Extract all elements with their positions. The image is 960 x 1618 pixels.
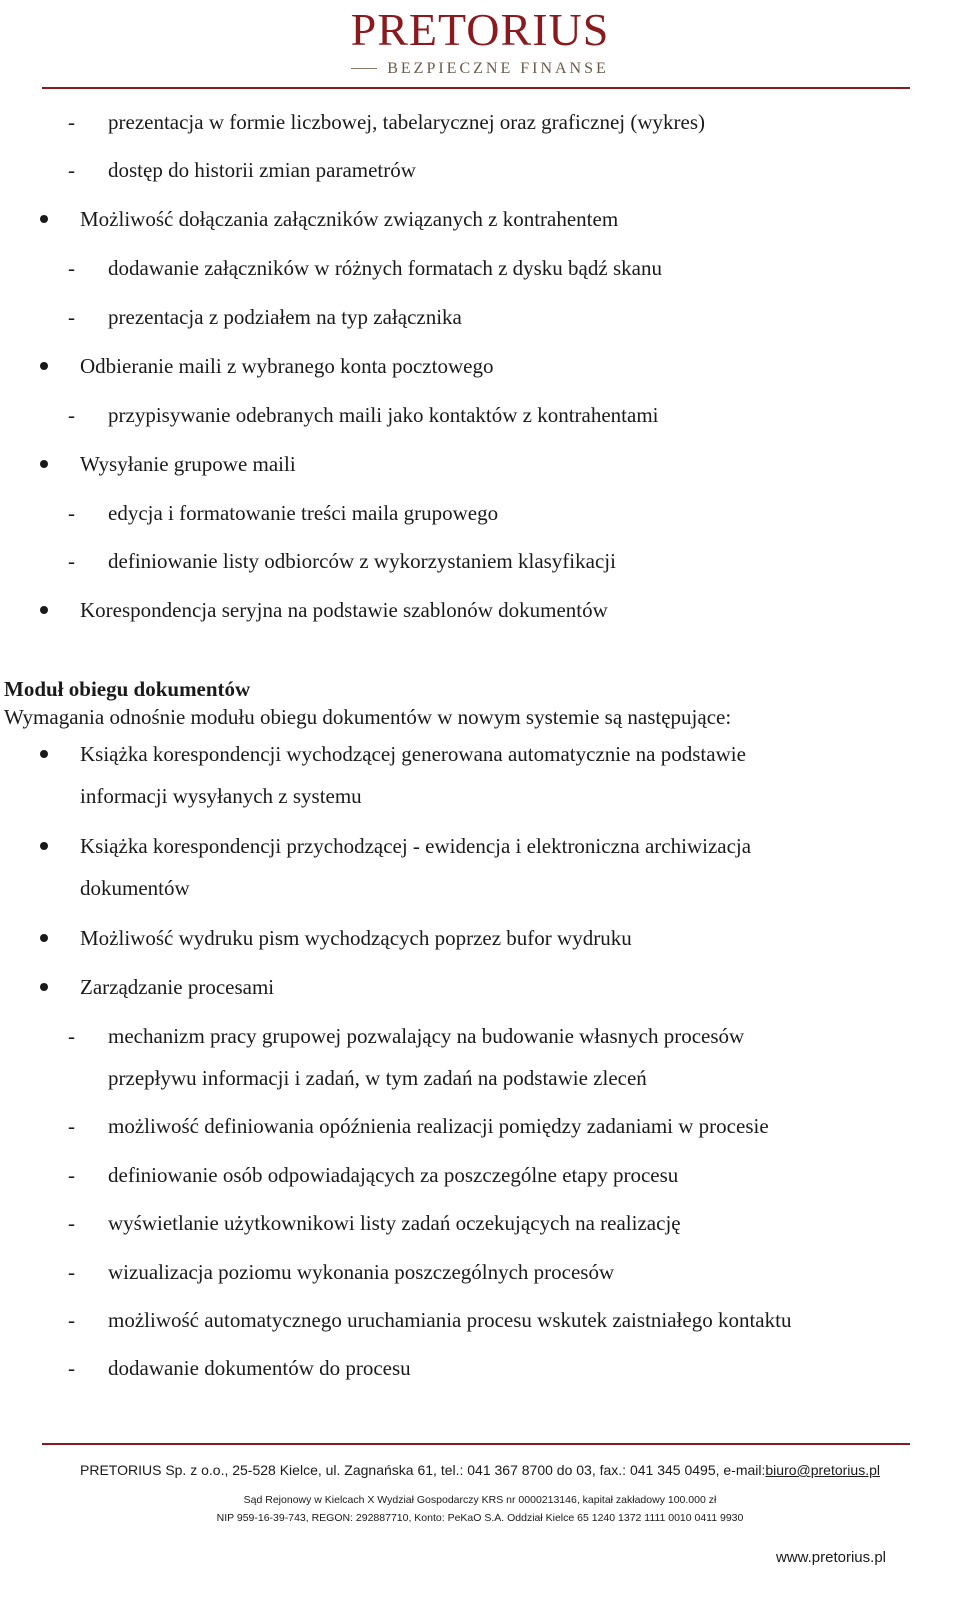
dash-marker: - xyxy=(68,1356,75,1380)
list-item-text: Wysyłanie grupowe maili xyxy=(80,452,296,476)
dash-marker: - xyxy=(68,158,75,182)
bullet-icon xyxy=(40,606,48,614)
list-item-text: Korespondencja seryjna na podstawie szablonów dokumentów xyxy=(80,598,608,622)
bullet-icon xyxy=(40,983,48,991)
section-intro: Wymagania odnośnie modułu obiegu dokumentów w nowym systemie są następujące: xyxy=(4,705,732,729)
section-heading: Moduł obiegu dokumentów xyxy=(4,677,251,701)
bullet-icon xyxy=(40,934,48,942)
list-item-text: wyświetlanie użytkownikowi listy zadań oczekujących na realizację xyxy=(108,1211,681,1235)
list-item-text: Możliwość dołączania załączników związanych z kontrahentem xyxy=(80,207,619,231)
list-item-text: definiowanie osób odpowiadających za poszczególne etapy procesu xyxy=(108,1163,679,1187)
list-item-text: Odbieranie maili z wybranego konta pocztowego xyxy=(80,354,494,378)
dash-marker: - xyxy=(68,1211,75,1235)
dash-marker: - xyxy=(68,1024,75,1048)
list-item-text: Zarządzanie procesami xyxy=(80,975,275,999)
bullet-icon xyxy=(40,460,48,468)
list-item-text: informacji wysyłanych z systemu xyxy=(80,784,362,808)
dash-marker: - xyxy=(68,256,75,280)
list-item-text: dodawanie załączników w różnych formatach z dysku bądź skanu xyxy=(108,256,662,280)
footer-divider xyxy=(42,1443,910,1445)
bullet-icon xyxy=(40,842,48,850)
list-item-text: przepływu informacji i zadań, w tym zadań na podstawie zleceń xyxy=(108,1066,647,1090)
bullet-icon xyxy=(40,215,48,223)
logo-rule-left xyxy=(351,68,377,69)
list-item-text: prezentacja z podziałem na typ załącznika xyxy=(108,305,462,329)
logo-subtitle xyxy=(351,59,609,79)
dash-marker: - xyxy=(68,403,75,427)
list-item-text: wizualizacja poziomu wykonania poszczególnych procesów xyxy=(108,1260,615,1284)
header-divider xyxy=(42,87,910,89)
footer-website-link[interactable]: www.pretorius.pl xyxy=(775,1549,886,1566)
footer-company-line xyxy=(0,1462,960,1478)
dash-marker: - xyxy=(68,1308,75,1332)
list-item-text: dodawanie dokumentów do procesu xyxy=(108,1356,411,1380)
list-item-text: dostęp do historii zmian parametrów xyxy=(108,158,416,182)
list-item-text: przypisywanie odebranych maili jako kontaktów z kontrahentami xyxy=(108,403,659,427)
list-item-text: definiowanie listy odbiorców z wykorzystaniem klasyfikacji xyxy=(108,549,616,573)
bullet-icon xyxy=(40,362,48,370)
dash-marker: - xyxy=(68,1163,75,1187)
dash-marker: - xyxy=(68,1114,75,1138)
list-item-text: Książka korespondencji wychodzącej generowana automatycznie na podstawie xyxy=(80,742,746,766)
footer-company-text: PRETORIUS Sp. z o.o., 25-528 Kielce, ul. Zagnańska 61, tel.: 041 367 8700 do 03, fax.: 041 345 0495, e-mail: xyxy=(80,1462,766,1478)
dash-marker: - xyxy=(68,1260,75,1284)
footer-email-link[interactable]: biuro@pretorius.pl xyxy=(765,1462,880,1478)
dash-marker: - xyxy=(68,305,75,329)
footer-bank-line: NIP 959-16-39-743, REGON: 292887710, Konto: PeKaO S.A. Oddział Kielce 65 1240 1372 1111 0010 0411 9930 xyxy=(216,1512,744,1524)
list-item-text: edycja i formatowanie treści maila grupowego xyxy=(108,501,499,525)
list-item-text: Książka korespondencji przychodzącej - ewidencja i elektroniczna archiwizacja xyxy=(80,834,752,858)
list-item-text: dokumentów xyxy=(80,876,190,900)
logo-title: PRETORIUS xyxy=(350,4,610,55)
dash-marker: - xyxy=(68,501,75,525)
list-item-text: mechanizm pracy grupowej pozwalający na budowanie własnych procesów xyxy=(108,1024,745,1048)
footer-registry-line: Sąd Rejonowy w Kielcach X Wydział Gospodarczy KRS nr 0000213146, kapitał zakładowy 100.000 zł xyxy=(243,1494,717,1506)
list-item-text: możliwość definiowania opóźnienia realizacji pomiędzy zadaniami w procesie xyxy=(108,1114,769,1138)
dash-marker: - xyxy=(68,549,75,573)
logo-subtitle-text: BEZPIECZNE FINANSE xyxy=(387,59,609,77)
list-item-text: możliwość automatycznego uruchamiania procesu wskutek zaistniałego kontaktu xyxy=(108,1308,792,1332)
list-item-text: Możliwość wydruku pism wychodzących poprzez bufor wydruku xyxy=(80,926,632,950)
company-logo xyxy=(0,4,960,79)
bullet-icon xyxy=(40,750,48,758)
dash-marker: - xyxy=(68,110,75,134)
list-item-text: prezentacja w formie liczbowej, tabelarycznej oraz graficznej (wykres) xyxy=(108,110,705,134)
